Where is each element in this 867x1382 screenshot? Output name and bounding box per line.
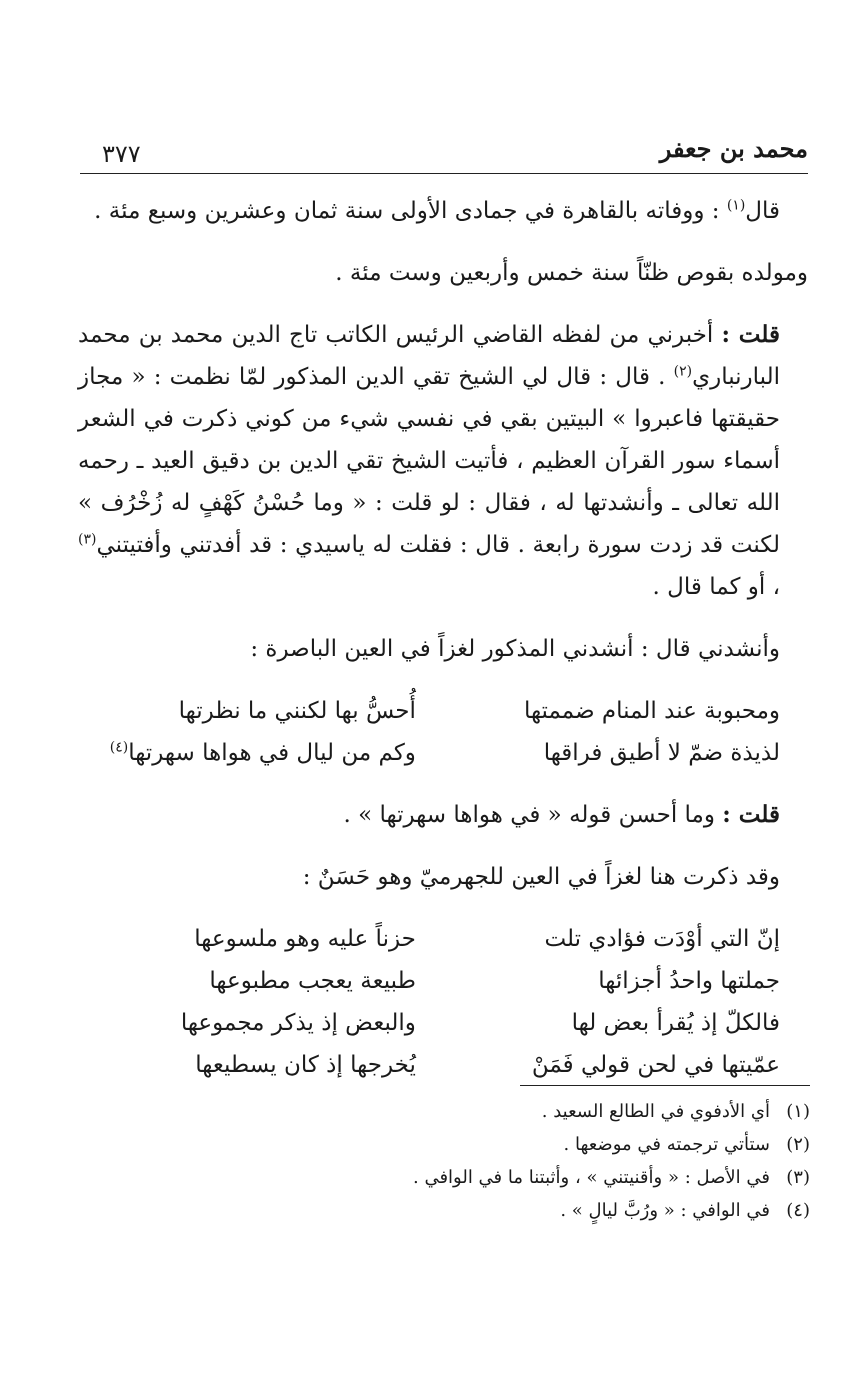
p5-lead: قلت : (722, 801, 780, 828)
footnote-ref-2: (٢) (673, 363, 693, 380)
p1-rest: : ووفاته بالقاهرة في جمادى الأولى سنة ثمان وعشرين وسبع مئة . (94, 198, 727, 224)
p3-part-c: ، أو كما قال . (652, 574, 780, 600)
verse-first-hemistich: ومحبوبة عند المنام ضممتها (523, 698, 780, 724)
verse-line (78, 1002, 808, 1044)
paragraph-birth (78, 252, 808, 294)
verse-second-hemistich: يُخرجها إذ كان يسطيعها (195, 1052, 416, 1078)
footnote-item (300, 1194, 810, 1227)
p3-part-a: أخبرني من لفظه القاضي الرئيس الكاتب تاج الدين محمد بن محمد البارنباري (78, 322, 780, 390)
footnotes (300, 1095, 810, 1227)
verse-first-hemistich: عمّيتها في لحن قولي فَمَنْ (531, 1052, 780, 1078)
verse-line (78, 690, 808, 732)
poem-eye-riddle (78, 690, 808, 774)
footnote-text: في الوافي : « ورُبَّ ليالٍ » . (560, 1200, 770, 1221)
footnote-item (300, 1095, 810, 1128)
header-rule (80, 173, 808, 174)
footnote-number: (٢) (786, 1134, 810, 1155)
p1-start: قال (745, 198, 780, 224)
verse-line (78, 918, 808, 960)
verse-first-hemistich: إنّ التي أوْدَت فؤادي تلت (544, 926, 780, 952)
running-title: محمد بن جعفر (659, 134, 808, 163)
p2-text: ومولده بقوص ظنّاً سنة خمس وأربعين وست مئة . (335, 260, 808, 286)
p5-text: وما أحسن قوله « في هواها سهرتها » . (343, 802, 723, 828)
verse-line (78, 960, 808, 1002)
footnote-text: أي الأدفوي في الطالع السعيد . (541, 1101, 770, 1122)
p3-lead: قلت : (721, 321, 780, 348)
main-text (78, 190, 808, 1086)
verse-second-hemistich (109, 732, 416, 774)
paragraph-death-date (78, 190, 808, 232)
verse-second-hemistich: طبيعة يعجب مطبوعها (209, 968, 416, 994)
verse-second-hemistich: أُحسُّ بها لكنني ما نظرتها (178, 698, 416, 724)
p6-text: وقد ذكرت هنا لغزاً في العين للجهرميّ وهو حَسَنٌ : (302, 864, 780, 890)
verse-second-text: وكم من ليال في هواها سهرتها (128, 740, 416, 766)
paragraph-jahrami-intro (78, 856, 808, 898)
verse-first-hemistich: جملتها واحدُ أجزائها (598, 968, 780, 994)
paragraph-comment (78, 794, 808, 836)
footnote-separator (520, 1085, 810, 1086)
verse-second-hemistich: حزناً عليه وهو ملسوعها (194, 926, 416, 952)
footnote-text: في الأصل : « وأقنيتني » ، وأثبتنا ما في الوافي . (413, 1167, 770, 1188)
footnote-item (300, 1161, 810, 1194)
p3-part-b: . قال : قال لي الشيخ تقي الدين المذكور لمّا نظمت : « مجاز حقيقتها فاعبروا » البيتين بقي في نفسي شيء من كوني ذكرت في الشعر أسماء سور القرآن العظيم ، فأتيت الشيخ تقي الدين بن دقيق العيد ـ رحمه الله تعالى ـ وأنشدتها له ، فقال : لو قلت : « وما حُسْنُ كَهْفٍ له زُخْرُف » لكنت قد زدت سورة رابعة . قال : فقلت له ياسيدي : قد أفدتني وأفتيتني (78, 364, 780, 558)
verse-line (78, 1044, 808, 1086)
page-number: ٣٧٧ (102, 140, 141, 168)
footnote-number: (٤) (786, 1200, 810, 1221)
verse-first-hemistich: لذيذة ضمّ لا أطيق فراقها (543, 740, 780, 766)
page-header (80, 130, 808, 174)
poem-jahrami (78, 918, 808, 1086)
footnote-ref-4: (٤) (109, 739, 129, 756)
p4-text: وأنشدني قال : أنشدني المذكور لغزاً في العين الباصرة : (250, 636, 780, 662)
verse-line (78, 732, 808, 774)
footnote-number: (٣) (786, 1167, 810, 1188)
footnote-number: (١) (786, 1101, 810, 1122)
footnote-ref-3: (٣) (78, 531, 97, 548)
footnote-text: ستأتي ترجمته في موضعها . (563, 1134, 770, 1155)
verse-second-hemistich: والبعض إذ يذكر مجموعها (180, 1010, 416, 1036)
paragraph-riddle-intro (78, 628, 808, 670)
footnote-item (300, 1128, 810, 1161)
paragraph-narration (78, 314, 808, 608)
verse-first-hemistich: فالكلّ إذ يُقرأ بعض لها (571, 1010, 780, 1036)
footnote-ref-1: (١) (726, 197, 746, 214)
